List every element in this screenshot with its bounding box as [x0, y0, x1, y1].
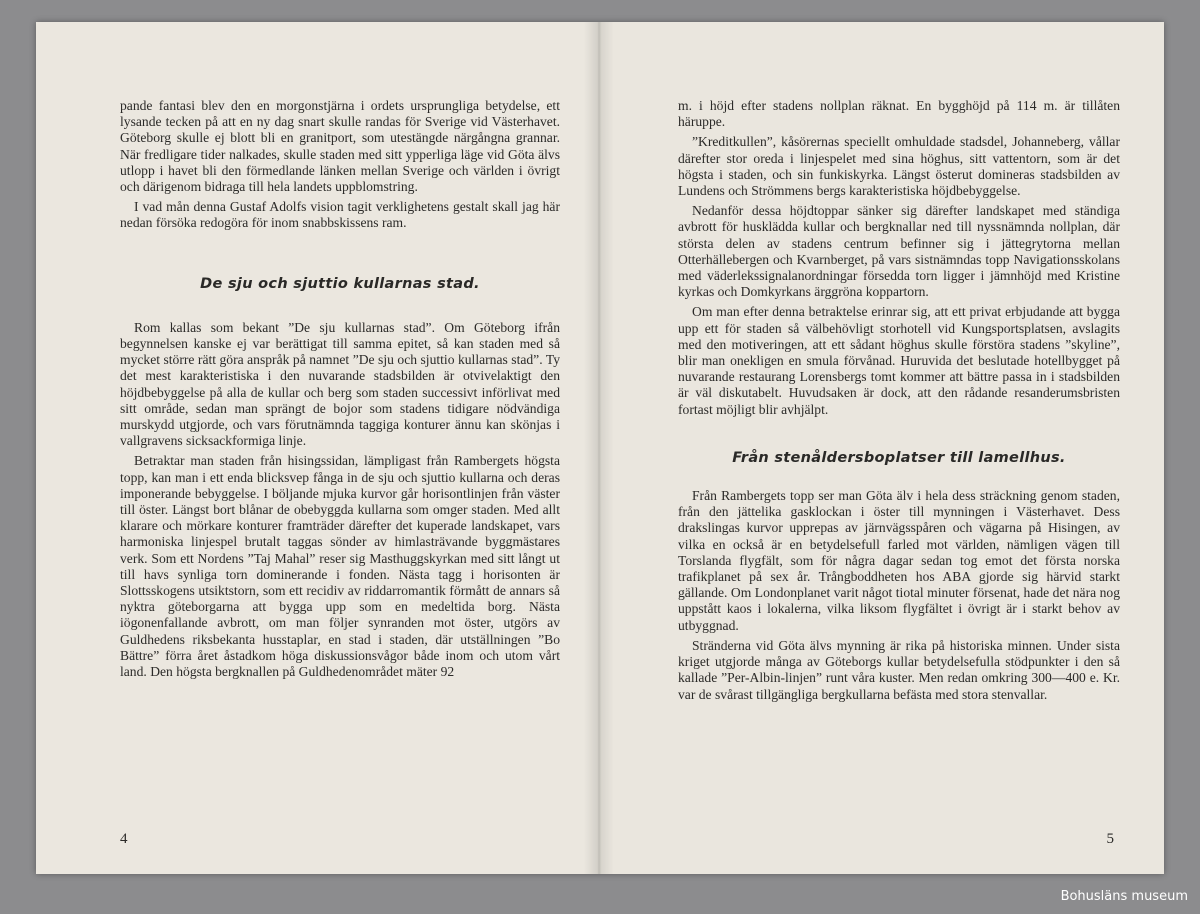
left-paragraph-1: pande fantasi blev den en morgonstjärna i ordets ursprungliga betydelse, ett lysande tecken på att en ny dag snart skulle randas för Sverige vid Västerhavet. Göteborg skulle ej blott bli en granitport, som utestängde närgångna grannar. När fredligare tider nalkades, skulle staden med sitt ypperliga läge vid Göta älvs utlopp i havet bli den förmedlande länken mellan Sverige och världen i övrigt och därigenom bidraga till hela landets uppblomstring.: [120, 98, 560, 195]
left-page: [36, 22, 598, 874]
left-paragraph-4: Betraktar man staden från hisingssidan, lämpligast från Rambergets högsta topp, kan man i ett enda blicksvep fånga in de sju och sjuttio kullarna och deras imponerande bebyggelse. I böljande mjuka kurvor går horisontlinjen från väster till öster. Längst bort blånar de obebyggda kullarna som omger staden. Med allt klarare och mörkare konturer framträder därefter det kuperade landskapet, vars harmoniska linjespel brutalt taggas sönder av himlasträvande byggmästares verk. Som ett Nordens ”Taj Mahal” reser sig Masthuggskyrkan med sitt långt ut till havs synliga torn dominerande i fonden. Nästa tagg i horisonten är Slottsskogens utsiktstorn, som ett recidiv av riddarromantik förmått de annars så nyktra göteborgarna att bygga upp som en medeltida borg. Nästa iögonenfallande avbrott, om man följer synranden mot öster, utgörs av Guldhedens riksbekanta husstaplar, en stad i staden, där utställningen ”Bo Bättre” förra året åstadkom höga diskussionsvågor både inom och utom vårt land. Den högsta bergknallen på Guldhedenområdet mäter 92: [120, 453, 560, 680]
left-paragraph-2: I vad mån denna Gustaf Adolfs vision tagit verklighetens gestalt skall jag här nedan försöka redogöra för inom snabbskissens ram.: [120, 199, 560, 231]
right-paragraph-2: ”Kreditkullen”, kåsörernas speciellt omhuldade stadsdel, Johanneberg, vållar därefter stor oreda i linjespelet med sina höghus, sitt vattentorn, som är det högsta i staden, och sin funkiskyrka. Längst österut domineras stadsbilden av Lundens och Strömmens bergs karakteristiska höjdbebyggelse.: [678, 134, 1120, 199]
right-paragraph-4: Om man efter denna betraktelse erinrar sig, att ett privat erbjudande att bygga upp ett för staden så välbehövligt storhotell vid Kungsportsplatsen, avslagits med den motiveringen, att ett sådant höghus skulle förstöra stadens ”skyline”, blir man onekligen en smula förvånad. Huruvida det beslutade hotellbygget på nuvarande restaurang Lorensbergs tomt kommer att bättre passa in i stadsbilden är väl diskutabelt. Huvudsaken är dock, att den rådande resanderumsbristen fortast möjligt blir avhjälpt.: [678, 304, 1120, 417]
booklet-spread: [36, 22, 1164, 874]
left-paragraph-3: Rom kallas som bekant ”De sju kullarnas stad”. Om Göteborg ifrån begynnelsen kanske ej var berättigat till samma epitet, så kan staden med så mycket större rätt göra anspråk på namnet ”De sju och sjuttio kullarnas stad”. Ty det mest karakteristiska i den nuvarande stadsbilden är otvivelaktigt den höjdbebyggelse på alla de kullar och berg som staden successivt införlivat med sitt område, sedan man sprängt de bojor som stadens tidigare nödvändiga murskydd utgjorde, och vars förutnämnda taggiga konturer ännu kan skönjas i vallgravens sicksackformiga linje.: [120, 319, 560, 449]
right-paragraph-6: Stränderna vid Göta älvs mynning är rika på historiska minnen. Under sista kriget utgjorde många av Göteborgs kullar betydelsefulla stödpunkter i den så kallade ”Per-Albin-linjen” runt våra kuster. Men redan omkring 300—400 e. Kr. var de svårast tillgängliga bergkullarna befästa med stora stenvallar.: [678, 637, 1120, 702]
right-paragraph-5: Från Rambergets topp ser man Göta älv i hela dess sträckning genom staden, från den jättelika gasklockan i öster till mynningen i Västerhavet. Dess drakslingas kurvor upprepas av järnvägsspåren och vägarna på Hisingen, av vilka en också är en betydelsefull farled mot världen, nämligen vägen till Torslanda flygfält, som för några dagar sedan tog emot det första norska trafikplanet på sex år. Trångboddheten hos ABA gjorde sig härvid starkt gällande. Om Londonplanet varit något tiotal minuter försenat, hade det nära nog uppstått kaos i lokalerna, vilka liksom flygfältet i övrigt är i starkt behov av utbyggnad.: [678, 488, 1120, 633]
right-page: [598, 22, 1164, 874]
right-page-number: 5: [1106, 831, 1114, 847]
right-paragraph-1: m. i höjd efter stadens nollplan räknat. En bygghöjd på 114 m. är tillåten häruppe.: [678, 98, 1120, 130]
left-page-number: 4: [120, 831, 128, 847]
right-text-column: [678, 98, 1120, 707]
book-gutter: [584, 22, 614, 874]
left-text-column: [120, 98, 560, 684]
left-section-heading: De sju och sjuttio kullarnas stad.: [200, 275, 480, 292]
museum-watermark: Bohusläns museum: [1060, 889, 1188, 904]
right-paragraph-3: Nedanför dessa höjdtoppar sänker sig därefter landskapet med ständiga avbrott för husklädda kullar och bergknallar ned till nyssnämnda nollplan, där största delen av stadens centrum befinner sig i jättegrytorna mellan Otterhällebergen och Kvarnberget, på vars sistnämndas topp Navigationsskolans med väderlekssignalanordningar försedda torn ligger i jämnhöjd med Kristine kyrkas och Domkyrkans ärggröna koppartorn.: [678, 203, 1120, 300]
right-section-heading: Från stenåldersboplatser till lamellhus.: [732, 449, 1066, 466]
